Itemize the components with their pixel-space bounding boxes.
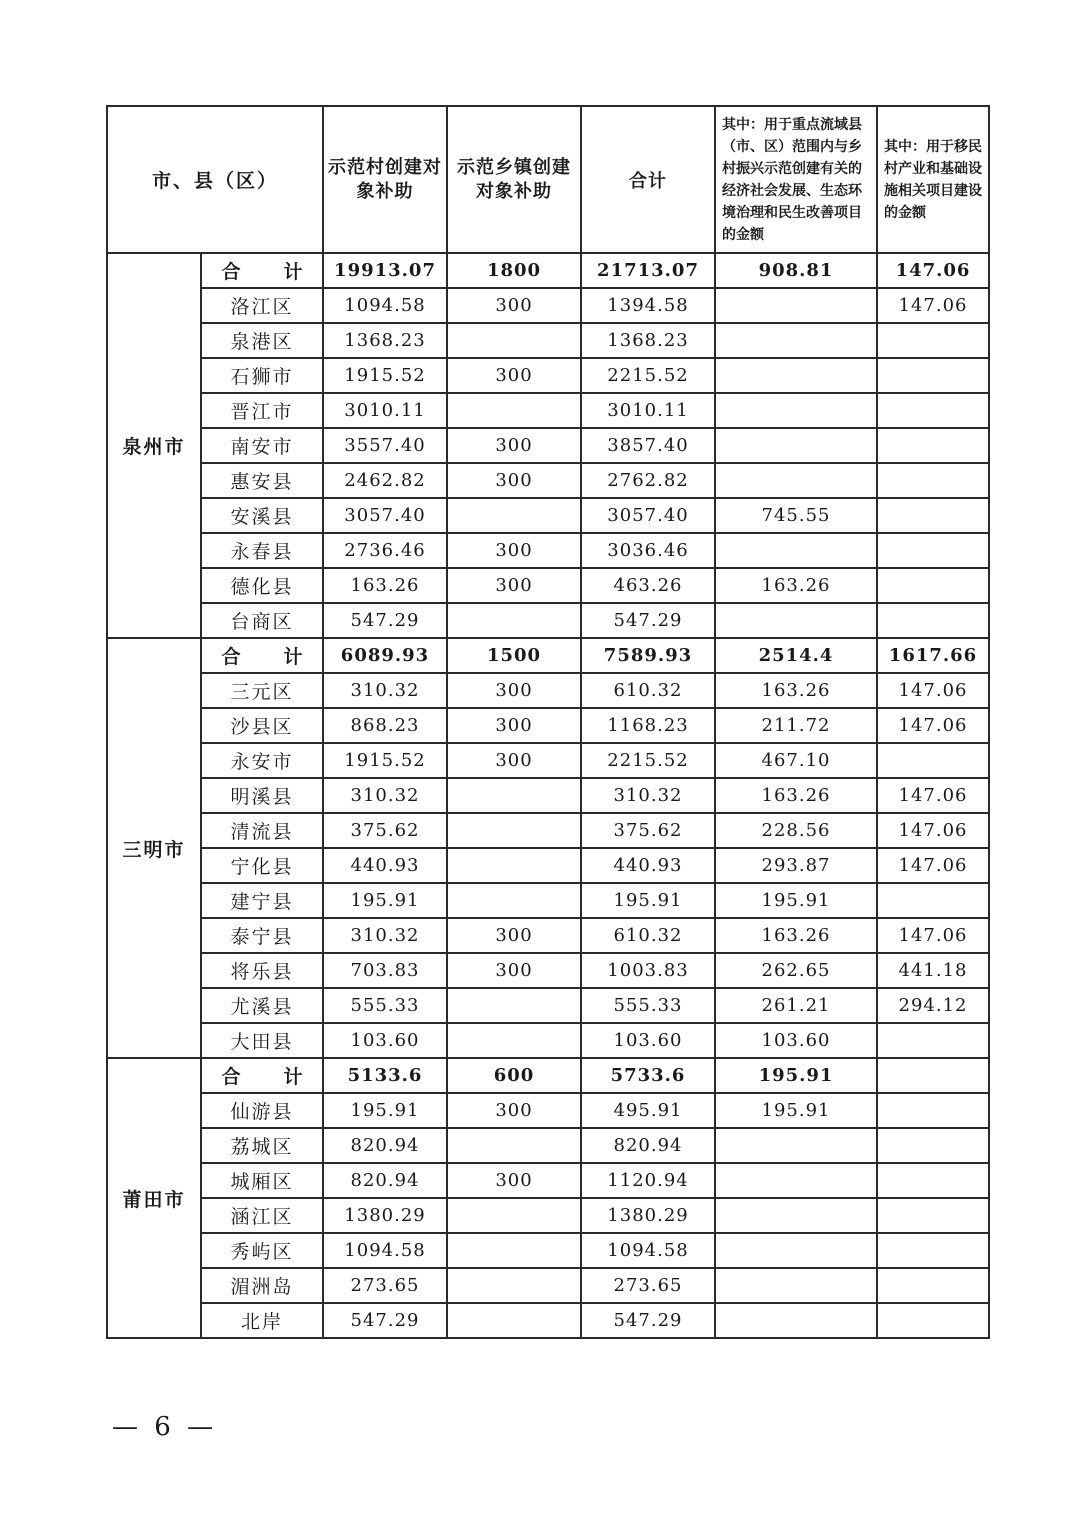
cell-village-subsidy: 703.83 bbox=[323, 953, 447, 988]
county-name: 将乐县 bbox=[201, 953, 323, 988]
cell-total: 195.91 bbox=[581, 883, 715, 918]
cell-total: 495.91 bbox=[581, 1093, 715, 1128]
cell-village-subsidy: 2736.46 bbox=[323, 533, 447, 568]
cell-migrant-amount bbox=[877, 358, 989, 393]
table-row bbox=[107, 1093, 989, 1128]
cell-town-subsidy: 1500 bbox=[447, 638, 581, 673]
cell-town-subsidy: 300 bbox=[447, 533, 581, 568]
cell-total: 5733.6 bbox=[581, 1058, 715, 1093]
cell-migrant-amount: 147.06 bbox=[877, 253, 989, 288]
cell-village-subsidy: 820.94 bbox=[323, 1128, 447, 1163]
table-row bbox=[107, 883, 989, 918]
cell-village-subsidy: 5133.6 bbox=[323, 1058, 447, 1093]
cell-village-subsidy: 547.29 bbox=[323, 1303, 447, 1338]
cell-basin-amount bbox=[715, 463, 877, 498]
table-row bbox=[107, 988, 989, 1023]
cell-migrant-amount bbox=[877, 533, 989, 568]
table-row bbox=[107, 813, 989, 848]
cell-village-subsidy: 273.65 bbox=[323, 1268, 447, 1303]
cell-basin-amount: 163.26 bbox=[715, 673, 877, 708]
cell-basin-amount: 163.26 bbox=[715, 568, 877, 603]
table-row bbox=[107, 603, 989, 638]
cell-town-subsidy: 300 bbox=[447, 953, 581, 988]
cell-total: 440.93 bbox=[581, 848, 715, 883]
cell-village-subsidy: 820.94 bbox=[323, 1163, 447, 1198]
county-name: 泉港区 bbox=[201, 323, 323, 358]
cell-migrant-amount: 147.06 bbox=[877, 813, 989, 848]
cell-basin-amount: 163.26 bbox=[715, 918, 877, 953]
cell-migrant-amount bbox=[877, 1128, 989, 1163]
cell-total: 463.26 bbox=[581, 568, 715, 603]
cell-basin-amount bbox=[715, 1128, 877, 1163]
header-total: 合计 bbox=[581, 106, 715, 253]
cell-village-subsidy: 19913.07 bbox=[323, 253, 447, 288]
cell-migrant-amount: 147.06 bbox=[877, 708, 989, 743]
cell-basin-amount: 163.26 bbox=[715, 778, 877, 813]
county-name: 永春县 bbox=[201, 533, 323, 568]
cell-total: 1003.83 bbox=[581, 953, 715, 988]
county-name: 泰宁县 bbox=[201, 918, 323, 953]
header-town-subsidy: 示范乡镇创建对象补助 bbox=[447, 106, 581, 253]
cell-migrant-amount: 441.18 bbox=[877, 953, 989, 988]
cell-migrant-amount: 147.06 bbox=[877, 918, 989, 953]
cell-town-subsidy: 300 bbox=[447, 708, 581, 743]
cell-basin-amount: 293.87 bbox=[715, 848, 877, 883]
cell-basin-amount: 262.65 bbox=[715, 953, 877, 988]
cell-total: 1368.23 bbox=[581, 323, 715, 358]
cell-migrant-amount bbox=[877, 1058, 989, 1093]
county-name: 沙县区 bbox=[201, 708, 323, 743]
cell-village-subsidy: 1094.58 bbox=[323, 288, 447, 323]
cell-basin-amount: 2514.4 bbox=[715, 638, 877, 673]
table-row bbox=[107, 1198, 989, 1233]
table-row bbox=[107, 288, 989, 323]
cell-total: 21713.07 bbox=[581, 253, 715, 288]
cell-migrant-amount bbox=[877, 743, 989, 778]
cell-village-subsidy: 3557.40 bbox=[323, 428, 447, 463]
cell-town-subsidy: 300 bbox=[447, 743, 581, 778]
table-row bbox=[107, 358, 989, 393]
cell-migrant-amount: 147.06 bbox=[877, 778, 989, 813]
cell-total: 103.60 bbox=[581, 1023, 715, 1058]
county-name: 晋江市 bbox=[201, 393, 323, 428]
cell-town-subsidy bbox=[447, 1268, 581, 1303]
county-name: 合 计 bbox=[201, 638, 323, 673]
cell-village-subsidy: 375.62 bbox=[323, 813, 447, 848]
header-region: 市、县（区） bbox=[107, 106, 323, 253]
county-name: 惠安县 bbox=[201, 463, 323, 498]
subsidy-table bbox=[106, 105, 990, 1339]
cell-basin-amount: 195.91 bbox=[715, 883, 877, 918]
header-basin-amount: 其中：用于重点流域县（市、区）范围内与乡村振兴示范创建有关的经济社会发展、生态环境治理和民生改善项目的金额 bbox=[715, 106, 877, 253]
cell-total: 547.29 bbox=[581, 1303, 715, 1338]
cell-migrant-amount bbox=[877, 1093, 989, 1128]
table-row bbox=[107, 498, 989, 533]
cell-town-subsidy bbox=[447, 1198, 581, 1233]
county-name: 清流县 bbox=[201, 813, 323, 848]
cell-total: 3857.40 bbox=[581, 428, 715, 463]
county-name: 湄洲岛 bbox=[201, 1268, 323, 1303]
county-name: 永安市 bbox=[201, 743, 323, 778]
county-name: 台商区 bbox=[201, 603, 323, 638]
cell-town-subsidy bbox=[447, 603, 581, 638]
cell-total: 547.29 bbox=[581, 603, 715, 638]
cell-town-subsidy bbox=[447, 323, 581, 358]
cell-migrant-amount bbox=[877, 463, 989, 498]
cell-basin-amount: 261.21 bbox=[715, 988, 877, 1023]
cell-town-subsidy: 300 bbox=[447, 463, 581, 498]
cell-basin-amount bbox=[715, 323, 877, 358]
cell-basin-amount bbox=[715, 428, 877, 463]
cell-basin-amount bbox=[715, 358, 877, 393]
cell-village-subsidy: 3010.11 bbox=[323, 393, 447, 428]
table-row bbox=[107, 778, 989, 813]
cell-town-subsidy bbox=[447, 1303, 581, 1338]
cell-migrant-amount bbox=[877, 1163, 989, 1198]
cell-total: 2215.52 bbox=[581, 743, 715, 778]
cell-migrant-amount bbox=[877, 323, 989, 358]
table-row bbox=[107, 1023, 989, 1058]
cell-village-subsidy: 1915.52 bbox=[323, 743, 447, 778]
cell-town-subsidy bbox=[447, 988, 581, 1023]
cell-town-subsidy: 300 bbox=[447, 568, 581, 603]
table-row bbox=[107, 1128, 989, 1163]
cell-total: 3036.46 bbox=[581, 533, 715, 568]
county-name: 宁化县 bbox=[201, 848, 323, 883]
header-row bbox=[107, 106, 989, 253]
county-name: 合 计 bbox=[201, 253, 323, 288]
cell-migrant-amount bbox=[877, 603, 989, 638]
cell-basin-amount bbox=[715, 393, 877, 428]
cell-village-subsidy: 1368.23 bbox=[323, 323, 447, 358]
cell-village-subsidy: 547.29 bbox=[323, 603, 447, 638]
cell-basin-amount: 908.81 bbox=[715, 253, 877, 288]
cell-migrant-amount bbox=[877, 883, 989, 918]
table-row bbox=[107, 1303, 989, 1338]
cell-basin-amount bbox=[715, 1268, 877, 1303]
cell-town-subsidy bbox=[447, 778, 581, 813]
cell-village-subsidy: 163.26 bbox=[323, 568, 447, 603]
cell-town-subsidy bbox=[447, 1233, 581, 1268]
table-row bbox=[107, 743, 989, 778]
cell-village-subsidy: 1380.29 bbox=[323, 1198, 447, 1233]
cell-migrant-amount bbox=[877, 1023, 989, 1058]
table-row-subtotal bbox=[107, 638, 989, 673]
cell-basin-amount: 103.60 bbox=[715, 1023, 877, 1058]
cell-total: 555.33 bbox=[581, 988, 715, 1023]
cell-migrant-amount: 147.06 bbox=[877, 673, 989, 708]
county-name: 北岸 bbox=[201, 1303, 323, 1338]
cell-village-subsidy: 868.23 bbox=[323, 708, 447, 743]
county-name: 秀屿区 bbox=[201, 1233, 323, 1268]
cell-village-subsidy: 3057.40 bbox=[323, 498, 447, 533]
table-row bbox=[107, 428, 989, 463]
cell-migrant-amount bbox=[877, 498, 989, 533]
cell-total: 1394.58 bbox=[581, 288, 715, 323]
cell-basin-amount: 228.56 bbox=[715, 813, 877, 848]
county-name: 明溪县 bbox=[201, 778, 323, 813]
table-row bbox=[107, 708, 989, 743]
table-body bbox=[107, 253, 989, 1338]
cell-migrant-amount bbox=[877, 428, 989, 463]
county-name: 仙游县 bbox=[201, 1093, 323, 1128]
table-row bbox=[107, 568, 989, 603]
cell-town-subsidy bbox=[447, 393, 581, 428]
cell-migrant-amount bbox=[877, 1268, 989, 1303]
cell-basin-amount bbox=[715, 1163, 877, 1198]
cell-total: 273.65 bbox=[581, 1268, 715, 1303]
county-name: 建宁县 bbox=[201, 883, 323, 918]
cell-basin-amount: 467.10 bbox=[715, 743, 877, 778]
cell-total: 310.32 bbox=[581, 778, 715, 813]
cell-village-subsidy: 555.33 bbox=[323, 988, 447, 1023]
cell-total: 375.62 bbox=[581, 813, 715, 848]
county-name: 石狮市 bbox=[201, 358, 323, 393]
cell-basin-amount bbox=[715, 1198, 877, 1233]
cell-village-subsidy: 1915.52 bbox=[323, 358, 447, 393]
cell-village-subsidy: 440.93 bbox=[323, 848, 447, 883]
cell-basin-amount bbox=[715, 533, 877, 568]
cell-migrant-amount bbox=[877, 1303, 989, 1338]
county-name: 洛江区 bbox=[201, 288, 323, 323]
table-row bbox=[107, 953, 989, 988]
cell-town-subsidy: 300 bbox=[447, 1163, 581, 1198]
cell-town-subsidy bbox=[447, 813, 581, 848]
table-row-subtotal bbox=[107, 1058, 989, 1093]
table-row-subtotal bbox=[107, 253, 989, 288]
cell-total: 1094.58 bbox=[581, 1233, 715, 1268]
county-name: 合 计 bbox=[201, 1058, 323, 1093]
cell-basin-amount bbox=[715, 1233, 877, 1268]
county-name: 南安市 bbox=[201, 428, 323, 463]
cell-town-subsidy bbox=[447, 1128, 581, 1163]
cell-migrant-amount: 294.12 bbox=[877, 988, 989, 1023]
cell-town-subsidy: 300 bbox=[447, 358, 581, 393]
cell-village-subsidy: 195.91 bbox=[323, 1093, 447, 1128]
county-name: 涵江区 bbox=[201, 1198, 323, 1233]
table-row bbox=[107, 463, 989, 498]
cell-village-subsidy: 2462.82 bbox=[323, 463, 447, 498]
cell-village-subsidy: 6089.93 bbox=[323, 638, 447, 673]
city-name: 三明市 bbox=[107, 638, 201, 1058]
cell-total: 610.32 bbox=[581, 918, 715, 953]
cell-total: 3057.40 bbox=[581, 498, 715, 533]
table-row bbox=[107, 918, 989, 953]
table-row bbox=[107, 1163, 989, 1198]
county-name: 城厢区 bbox=[201, 1163, 323, 1198]
cell-village-subsidy: 310.32 bbox=[323, 918, 447, 953]
page-number: — 6 — bbox=[112, 1412, 218, 1442]
city-name: 泉州市 bbox=[107, 253, 201, 638]
table-row bbox=[107, 1233, 989, 1268]
table-row bbox=[107, 533, 989, 568]
cell-total: 3010.11 bbox=[581, 393, 715, 428]
cell-basin-amount bbox=[715, 603, 877, 638]
cell-village-subsidy: 310.32 bbox=[323, 673, 447, 708]
cell-migrant-amount bbox=[877, 1198, 989, 1233]
cell-total: 1120.94 bbox=[581, 1163, 715, 1198]
cell-total: 1380.29 bbox=[581, 1198, 715, 1233]
cell-total: 2762.82 bbox=[581, 463, 715, 498]
cell-town-subsidy: 300 bbox=[447, 673, 581, 708]
cell-basin-amount: 211.72 bbox=[715, 708, 877, 743]
cell-town-subsidy: 600 bbox=[447, 1058, 581, 1093]
cell-migrant-amount: 1617.66 bbox=[877, 638, 989, 673]
table-row bbox=[107, 323, 989, 358]
cell-migrant-amount: 147.06 bbox=[877, 288, 989, 323]
cell-total: 820.94 bbox=[581, 1128, 715, 1163]
cell-total: 1168.23 bbox=[581, 708, 715, 743]
county-name: 安溪县 bbox=[201, 498, 323, 533]
cell-town-subsidy: 300 bbox=[447, 918, 581, 953]
cell-migrant-amount bbox=[877, 568, 989, 603]
table-row bbox=[107, 393, 989, 428]
cell-village-subsidy: 1094.58 bbox=[323, 1233, 447, 1268]
cell-town-subsidy: 300 bbox=[447, 288, 581, 323]
cell-town-subsidy bbox=[447, 1023, 581, 1058]
cell-migrant-amount bbox=[877, 393, 989, 428]
county-name: 大田县 bbox=[201, 1023, 323, 1058]
table-row bbox=[107, 673, 989, 708]
cell-basin-amount: 195.91 bbox=[715, 1093, 877, 1128]
cell-town-subsidy: 300 bbox=[447, 428, 581, 463]
cell-basin-amount: 195.91 bbox=[715, 1058, 877, 1093]
header-migrant-amount: 其中：用于移民村产业和基础设施相关项目建设的金额 bbox=[877, 106, 989, 253]
cell-basin-amount: 745.55 bbox=[715, 498, 877, 533]
cell-village-subsidy: 310.32 bbox=[323, 778, 447, 813]
cell-migrant-amount bbox=[877, 1233, 989, 1268]
cell-basin-amount bbox=[715, 288, 877, 323]
header-village-subsidy: 示范村创建对象补助 bbox=[323, 106, 447, 253]
cell-town-subsidy: 300 bbox=[447, 1093, 581, 1128]
county-name: 尤溪县 bbox=[201, 988, 323, 1023]
cell-village-subsidy: 195.91 bbox=[323, 883, 447, 918]
county-name: 德化县 bbox=[201, 568, 323, 603]
cell-total: 2215.52 bbox=[581, 358, 715, 393]
cell-town-subsidy bbox=[447, 498, 581, 533]
table-row bbox=[107, 848, 989, 883]
cell-town-subsidy bbox=[447, 848, 581, 883]
cell-total: 610.32 bbox=[581, 673, 715, 708]
cell-basin-amount bbox=[715, 1303, 877, 1338]
county-name: 荔城区 bbox=[201, 1128, 323, 1163]
city-name: 莆田市 bbox=[107, 1058, 201, 1338]
county-name: 三元区 bbox=[201, 673, 323, 708]
cell-town-subsidy: 1800 bbox=[447, 253, 581, 288]
table-row bbox=[107, 1268, 989, 1303]
cell-village-subsidy: 103.60 bbox=[323, 1023, 447, 1058]
cell-migrant-amount: 147.06 bbox=[877, 848, 989, 883]
cell-town-subsidy bbox=[447, 883, 581, 918]
cell-total: 7589.93 bbox=[581, 638, 715, 673]
